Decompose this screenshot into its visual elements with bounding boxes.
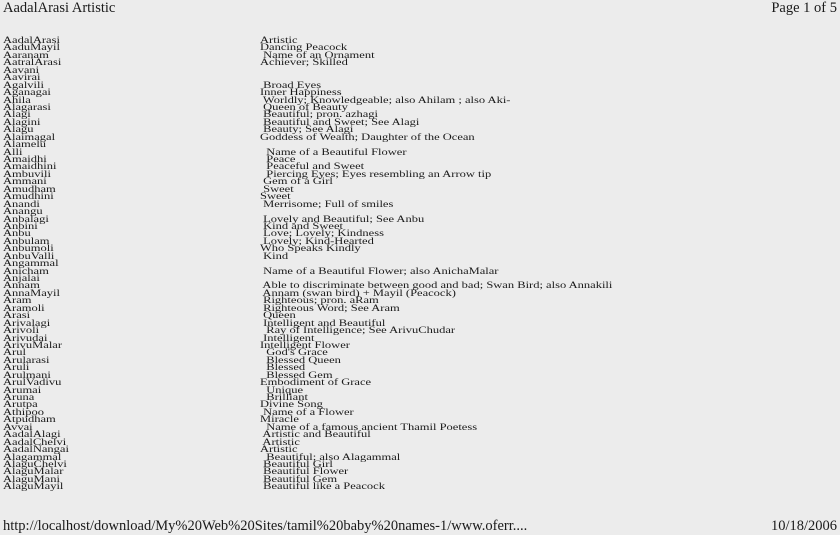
- document-title: AadalArasi Artistic: [3, 0, 116, 16]
- name-cell: Anbini: [3, 221, 38, 232]
- name-cell: Alli: [3, 146, 23, 157]
- list-item: [3, 295, 837, 306]
- meaning-cell: Love; Lovely; Kindness: [260, 228, 384, 239]
- name-cell: Ammani: [3, 176, 47, 187]
- name-cell: Aruli: [3, 362, 30, 373]
- list-item: [3, 369, 837, 380]
- meaning-cell: Name of a Beautiful Flower; also AnichaMalar: [260, 265, 499, 276]
- meaning-cell: Artistic: [260, 436, 300, 447]
- meaning-cell: Sweet: [260, 183, 294, 194]
- meaning-cell: Intelligent Flower: [260, 340, 350, 351]
- list-item: [3, 332, 837, 343]
- meaning-cell: Artistic: [260, 35, 298, 46]
- list-item: [3, 436, 837, 447]
- list-item: [3, 481, 837, 492]
- name-cell: Athipoo: [3, 406, 44, 418]
- meaning-cell: Blessed Queen: [260, 354, 341, 366]
- name-cell: Aavani: [3, 64, 40, 75]
- name-cell: Arularasi: [3, 354, 50, 366]
- list-item: [3, 347, 837, 358]
- meaning-cell: Name of a Beautiful Flower: [260, 146, 407, 157]
- list-item: [3, 102, 837, 113]
- meaning-cell: Beautiful; also Alagammal: [260, 451, 401, 462]
- meaning-cell: Beautiful Flower: [260, 466, 349, 477]
- meaning-cell: Queen of Beauty: [260, 102, 348, 113]
- meaning-cell: Intelligent and Beautiful: [260, 317, 386, 328]
- meaning-cell: Artistic and Beautiful: [260, 429, 371, 440]
- list-item: [3, 146, 837, 157]
- list-item: [3, 139, 837, 150]
- meaning-cell: Kind: [260, 250, 289, 261]
- name-cell: Anicham: [3, 265, 49, 276]
- meaning-cell: Divine Song: [260, 399, 323, 410]
- footer-url: http://localhost/download/My%20Web%20Sites/tamil%20baby%20names-1/www.oferr....: [3, 518, 528, 534]
- name-cell: Anangu: [3, 206, 43, 217]
- name-cell: AlaguChelvi: [3, 459, 67, 470]
- meaning-cell: Beautiful; pron. azhagi: [260, 109, 379, 120]
- name-cell: AlaguMani: [3, 473, 60, 485]
- meaning-cell: Sweet: [260, 191, 291, 202]
- name-cell: Aganagai: [3, 87, 51, 98]
- list-item: [3, 64, 837, 75]
- list-item: [3, 406, 837, 418]
- list-item: [3, 421, 837, 432]
- name-cell: Arasi: [3, 310, 31, 321]
- list-item: [3, 310, 837, 321]
- meaning-cell: Goddess of Wealth; Daughter of the Ocean: [260, 131, 475, 142]
- name-cell: Alagu: [3, 124, 34, 135]
- meaning-cell: Dancing Peacock: [260, 42, 348, 53]
- list-item: [3, 340, 837, 351]
- list-item: [3, 168, 837, 180]
- name-cell: Anbu: [3, 228, 31, 239]
- meaning-cell: Righteous Word; See Aram: [260, 302, 400, 313]
- meaning-cell: Ray of Intelligence; See ArivuChudar: [260, 325, 456, 336]
- list-item: [3, 221, 837, 232]
- list-item: [3, 183, 837, 194]
- name-cell: Ahila: [3, 94, 31, 105]
- name-cell: ArulVadivu: [3, 377, 62, 388]
- list-item: [3, 116, 837, 128]
- name-cell: Avvai: [3, 421, 33, 432]
- list-item: [3, 49, 837, 61]
- list-item: [3, 154, 837, 165]
- list-item: [3, 213, 837, 224]
- list-item: [3, 198, 837, 209]
- name-cell: Amaidhi: [3, 154, 47, 165]
- name-cell: Ambuvili: [3, 168, 51, 180]
- name-cell: Arumai: [3, 384, 42, 395]
- meaning-cell: Peaceful and Sweet: [260, 161, 365, 172]
- name-cell: Atpudham: [3, 414, 56, 425]
- page-number: Page 1 of 5: [771, 0, 837, 16]
- list-item: [3, 459, 837, 470]
- name-cell: Arivudai: [3, 332, 48, 343]
- name-cell: Anandi: [3, 198, 40, 209]
- name-cell: Alagammal: [3, 451, 62, 462]
- list-item: [3, 302, 837, 313]
- name-cell: AaduMayil: [3, 42, 60, 53]
- list-item: [3, 176, 837, 187]
- meaning-cell: Queen: [260, 310, 296, 321]
- meaning-cell: Beautiful and Sweet; See Alagi: [260, 116, 420, 128]
- meaning-cell: Artistic: [260, 444, 298, 455]
- meaning-cell: Embodiment of Grace: [260, 377, 372, 388]
- list-item: [3, 191, 837, 202]
- meaning-cell: Annam (swan bird) + Mayil (Peacock): [260, 287, 456, 299]
- meaning-cell: Lovely and Beautiful; See Anbu: [260, 213, 425, 224]
- meaning-cell: Achiever; Skilled: [260, 57, 348, 68]
- meaning-cell: Righteous; pron. aRam: [260, 295, 379, 306]
- meaning-cell: Lovely; Kind-Hearted: [260, 235, 374, 247]
- list-item: [3, 131, 837, 142]
- name-cell: Aram: [3, 295, 32, 306]
- meaning-cell: Beautiful Girl: [260, 459, 333, 470]
- meaning-cell: Name of an Ornament: [260, 49, 375, 61]
- list-item: [3, 265, 837, 276]
- name-cell: Aramoli: [3, 302, 45, 313]
- name-cell: AnnaMayil: [3, 287, 60, 299]
- meaning-cell: Beauty; See Alagi: [260, 124, 354, 135]
- list-item: [3, 444, 837, 455]
- meaning-cell: God's Grace: [260, 347, 328, 358]
- meaning-cell: Kind and Sweet: [260, 221, 343, 232]
- footer-date: 10/18/2006: [770, 518, 837, 534]
- list-item: [3, 399, 837, 410]
- name-cell: Arutpa: [3, 399, 38, 410]
- meaning-cell: Unique: [260, 384, 304, 395]
- list-item: [3, 392, 837, 403]
- name-cell: Aruna: [3, 392, 35, 403]
- name-cell: Agalvili: [3, 79, 44, 90]
- list-item: [3, 35, 837, 46]
- list-item: [3, 354, 837, 366]
- name-cell: Arul: [3, 347, 26, 358]
- meaning-cell: Blessed: [260, 362, 306, 373]
- name-cell: Anbumoli: [3, 243, 54, 254]
- name-cell: Alaimagal: [3, 131, 56, 142]
- name-cell: AadalAlagi: [3, 429, 61, 440]
- list-item: [3, 94, 837, 105]
- list-item: [3, 57, 837, 68]
- name-cell: Arivalagi: [3, 317, 51, 328]
- list-item: [3, 429, 837, 440]
- list-item: [3, 250, 837, 261]
- name-cell: Anjalai: [3, 273, 40, 284]
- list-item: [3, 228, 837, 239]
- list-item: [3, 243, 837, 254]
- meaning-cell: Piercing Eyes; Eyes resembling an Arrow tip: [260, 168, 492, 180]
- meaning-cell: Intelligent: [260, 332, 315, 343]
- name-cell: Arivoli: [3, 325, 40, 336]
- list-item: [3, 235, 837, 247]
- name-cell: AlaguMalar: [3, 466, 64, 477]
- name-cell: Anbulam: [3, 235, 50, 247]
- list-item: [3, 466, 837, 477]
- meaning-cell: Beautiful like a Peacock: [260, 481, 385, 492]
- list-item: [3, 473, 837, 485]
- list-item: [3, 42, 837, 53]
- list-item: [3, 109, 837, 120]
- name-cell: Angammal: [3, 258, 59, 269]
- meaning-cell: Gem of a Girl: [260, 176, 333, 187]
- meaning-cell: Name of a Flower: [260, 406, 354, 418]
- meaning-cell: Brilliant: [260, 392, 308, 403]
- meaning-cell: Blessed Gem: [260, 369, 333, 380]
- name-cell: AadalChelvi: [3, 436, 67, 447]
- name-cell: Arulmani: [3, 369, 51, 380]
- list-item: [3, 79, 837, 90]
- name-cell: Aaranam: [3, 49, 49, 61]
- list-item: [3, 325, 837, 336]
- name-cell: AadalNangai: [3, 444, 69, 455]
- list-item: [3, 384, 837, 395]
- meaning-cell: Miracle: [260, 414, 299, 425]
- name-cell: Aavirai: [3, 72, 41, 83]
- name-cell: Anbalagi: [3, 213, 49, 224]
- name-cell: AatralArasi: [3, 57, 62, 68]
- name-cell: Alagi: [3, 109, 31, 120]
- list-item: [3, 377, 837, 388]
- list-item: [3, 362, 837, 373]
- meaning-cell: Worldly; Knowledgeable; also Ahilam ; also Aki-: [260, 94, 511, 105]
- meaning-cell: Name of a famous ancient Thamil Poetess: [260, 421, 478, 432]
- list-item: [3, 451, 837, 462]
- name-cell: Alagini: [3, 116, 41, 128]
- list-item: [3, 72, 837, 83]
- meaning-cell: Beautiful Gem: [260, 473, 338, 485]
- name-cell: Amaidhini: [3, 161, 57, 172]
- name-cell: ArivuMalar: [3, 340, 63, 351]
- name-cell: AlaguMayil: [3, 481, 64, 492]
- meaning-cell: Broad Eyes: [260, 79, 322, 90]
- list-item: [3, 287, 837, 299]
- name-cell: Alamelu: [3, 139, 47, 150]
- names-list: [3, 35, 837, 492]
- name-cell: AnbuValli: [3, 250, 55, 261]
- name-cell: Alagarasi: [3, 102, 51, 113]
- meaning-cell: Peace: [260, 154, 296, 165]
- meaning-cell: Inner Happiness: [260, 87, 342, 98]
- meaning-cell: Who Speaks Kindly: [260, 243, 361, 254]
- name-cell: Amudhini: [3, 191, 54, 202]
- name-cell: Amudham: [3, 183, 56, 194]
- name-cell: AadalArasi: [3, 35, 60, 46]
- meaning-cell: Able to discriminate between good and bad; Swan Bird; also Annakili: [260, 280, 613, 291]
- meaning-cell: Merrisome; Full of smiles: [260, 198, 394, 209]
- name-cell: Annam: [3, 280, 40, 291]
